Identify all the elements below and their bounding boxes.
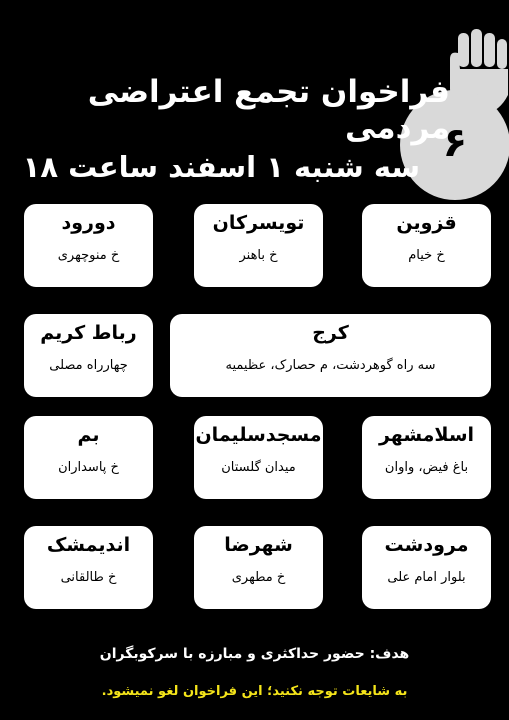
city-address: خ باهنر bbox=[239, 248, 278, 263]
city-address: خ خیام bbox=[408, 248, 445, 263]
location-card-tuyserkan bbox=[194, 204, 323, 287]
city-address: خ منوچهری bbox=[57, 248, 120, 263]
event-date-time: سه شنبه ۱ اسفند ساعت ۱۸ bbox=[22, 150, 420, 184]
city-address: خ پاسداران bbox=[58, 460, 119, 475]
city-address: سه راه گوهردشت، م حصارک، عظیمیه bbox=[225, 358, 436, 373]
location-card-eslamshahr bbox=[362, 416, 491, 499]
city-address: خ طالقانی bbox=[60, 570, 117, 585]
city-name: قزوین bbox=[396, 212, 457, 234]
city-name: دورود bbox=[61, 212, 116, 234]
badge-number: ۶ bbox=[442, 120, 468, 166]
city-name: اسلامشهر bbox=[378, 424, 475, 446]
page-title: فراخوان تجمع اعتراضی مردمی bbox=[87, 74, 450, 146]
location-card-shahreza bbox=[194, 526, 323, 609]
location-card-karaj bbox=[170, 314, 491, 397]
goal-text: هدف: حضور حداکثری و مبارزه با سرکوبگران bbox=[99, 646, 410, 662]
location-card-andimeshk bbox=[24, 526, 153, 609]
city-name: شهرضا bbox=[224, 534, 293, 556]
city-address: بلوار امام علی bbox=[387, 570, 466, 585]
city-address: خ مطهری bbox=[231, 570, 286, 585]
city-name: مسجدسلیمان bbox=[195, 424, 322, 446]
city-address: چهارراه مصلی bbox=[49, 358, 128, 373]
city-name: رباط کریم bbox=[40, 322, 137, 344]
city-name: تویسرکان bbox=[212, 212, 305, 234]
location-card-bam bbox=[24, 416, 153, 499]
warning-text: به شایعات توجه نکنید؛ این فراخوان لغو نمیشود. bbox=[101, 684, 408, 699]
location-card-robat-karim bbox=[24, 314, 153, 397]
city-address: باغ فیض، واوان bbox=[384, 460, 469, 475]
city-address: میدان گلستان bbox=[221, 460, 296, 475]
location-card-qazvin bbox=[362, 204, 491, 287]
city-name: اندیمشک bbox=[46, 534, 131, 556]
city-name: مرودشت bbox=[384, 534, 469, 556]
location-card-marvdasht bbox=[362, 526, 491, 609]
city-name: کرج bbox=[312, 322, 349, 344]
location-card-dorud bbox=[24, 204, 153, 287]
city-name: بم bbox=[77, 424, 100, 446]
location-card-masjed-soleyman bbox=[194, 416, 323, 499]
